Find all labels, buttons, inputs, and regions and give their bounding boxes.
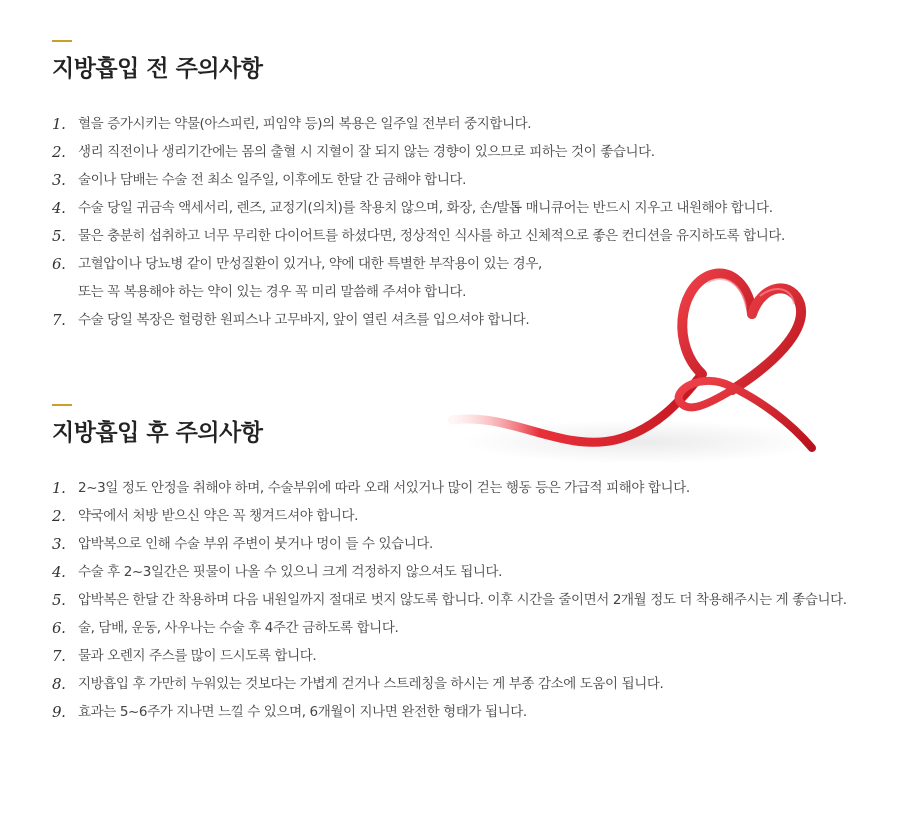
item-number: 9. (52, 703, 66, 721)
item-number: 7. (52, 647, 66, 665)
title-accent-bar (52, 404, 72, 406)
item-text: 혈을 증가시키는 약물(아스피린, 피임약 등)의 복용은 일주일 전부터 중지합니다. (78, 116, 532, 132)
item-text: 압박복으로 인해 수술 부위 주변이 붓거나 멍이 들 수 있습니다. (78, 536, 433, 552)
item-text: 2~3일 정도 안정을 취해야 하며, 수술부위에 따라 오래 서있거나 많이 걷는 행동 등은 가급적 피해야 합니다. (78, 480, 690, 496)
item-text: 고혈압이나 당뇨병 같이 만성질환이 있거나, 약에 대한 특별한 부작용이 있는 경우, (78, 256, 542, 272)
item-text: 또는 꼭 복용해야 하는 약이 있는 경우 꼭 미리 말씀해 주셔야 합니다. (78, 284, 467, 300)
item-number: 3. (52, 535, 66, 553)
item-text: 수술 당일 복장은 헐렁한 원피스나 고무바지, 앞이 열린 셔츠를 입으셔야 합니다. (78, 312, 530, 328)
item-text: 생리 직전이나 생리기간에는 몸의 출혈 시 지혈이 잘 되지 않는 경향이 있으므로 피하는 것이 좋습니다. (78, 144, 655, 160)
item-number: 1. (52, 115, 66, 133)
list-item (52, 558, 872, 586)
item-number: 6. (52, 255, 66, 273)
list-item (52, 502, 872, 530)
list-item (52, 166, 872, 194)
list-item (52, 586, 872, 614)
list-item (52, 642, 872, 670)
section-before-surgery (52, 40, 872, 334)
item-text: 물은 충분히 섭취하고 너무 무리한 다이어트를 하셨다면, 정상적인 식사를 하고 신체적으로 좋은 컨디션을 유지하도록 합니다. (78, 228, 785, 244)
item-number: 2. (52, 507, 66, 525)
list-item (52, 474, 872, 502)
list-item (52, 250, 872, 306)
list-item (52, 138, 872, 166)
item-text: 술, 담배, 운동, 사우나는 수술 후 4주간 금하도록 합니다. (78, 620, 399, 636)
list-item (52, 530, 872, 558)
list-item (52, 222, 872, 250)
item-text: 수술 후 2~3일간은 핏물이 나올 수 있으니 크게 걱정하지 않으셔도 됩니다. (78, 564, 503, 580)
item-text: 효과는 5~6주가 지나면 느낄 수 있으며, 6개월이 지나면 완전한 형태가 됩니다. (78, 704, 527, 720)
list-item (52, 698, 872, 726)
list-item (52, 306, 872, 334)
item-text: 술이나 담배는 수술 전 최소 일주일, 이후에도 한달 간 금해야 합니다. (78, 172, 467, 188)
section-after-surgery (52, 404, 872, 726)
section-title: 지방흡입 전 주의사항 (52, 56, 263, 82)
list-item (52, 194, 872, 222)
precaution-list (52, 110, 872, 334)
item-text: 약국에서 처방 받으신 약은 꼭 챙겨드셔야 합니다. (78, 508, 359, 524)
item-number: 1. (52, 479, 66, 497)
item-number: 5. (52, 591, 66, 609)
item-text: 압박복은 한달 간 착용하며 다음 내원일까지 절대로 벗지 않도록 합니다. 이후 시간을 줄이면서 2개월 정도 더 착용해주시는 게 좋습니다. (78, 592, 847, 608)
item-number: 4. (52, 199, 66, 217)
item-number: 8. (52, 675, 66, 693)
item-number: 4. (52, 563, 66, 581)
item-text: 수술 당일 귀금속 액세서리, 렌즈, 교정기(의치)를 착용치 않으며, 화장, 손/발톱 매니큐어는 반드시 지우고 내원해야 합니다. (78, 200, 773, 216)
item-number: 2. (52, 143, 66, 161)
item-number: 7. (52, 311, 66, 329)
title-accent-bar (52, 40, 72, 42)
item-text: 물과 오렌지 주스를 많이 드시도록 합니다. (78, 648, 317, 664)
item-number: 3. (52, 171, 66, 189)
section-title: 지방흡입 후 주의사항 (52, 420, 263, 446)
item-text: 지방흡입 후 가만히 누워있는 것보다는 가볍게 걷거나 스트레칭을 하시는 게 부종 감소에 도움이 됩니다. (78, 676, 664, 692)
item-number: 6. (52, 619, 66, 637)
item-number: 5. (52, 227, 66, 245)
list-item (52, 110, 872, 138)
list-item (52, 614, 872, 642)
list-item (52, 670, 872, 698)
precaution-list (52, 474, 872, 726)
